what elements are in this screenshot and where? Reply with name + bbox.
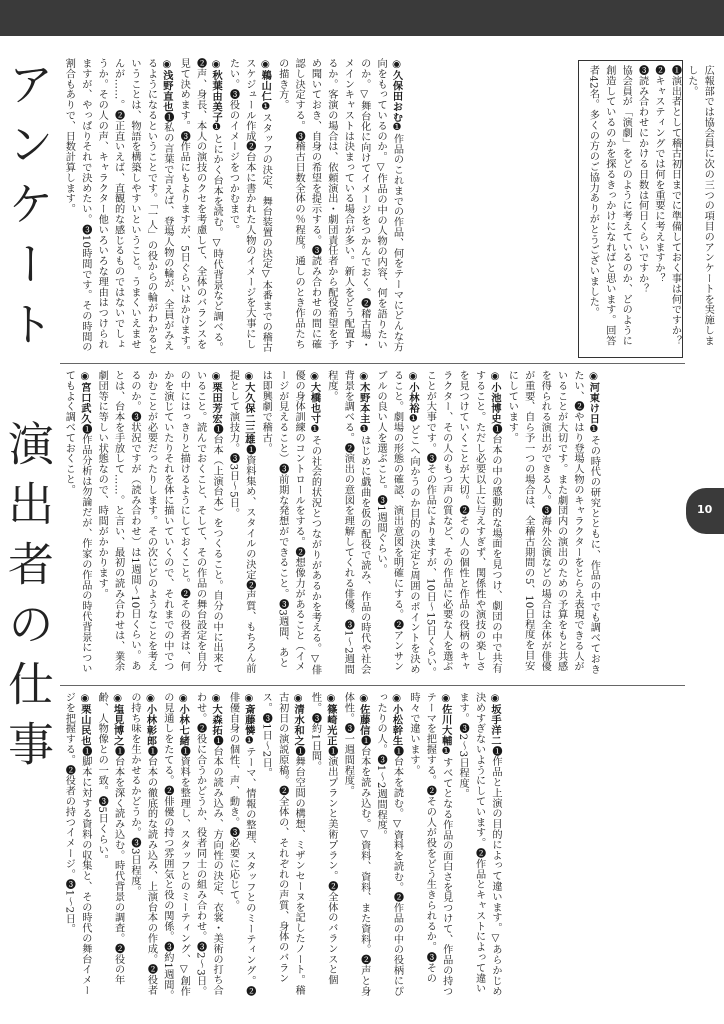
respondent-name: ◉佐藤信: [357, 692, 370, 736]
answer-text: ❶演出プランと美術プラン。❷全体のバランスと個性。❸約1日間。: [309, 692, 337, 986]
answer-entry: [158, 692, 191, 1002]
answers-column-group: [60, 58, 405, 358]
intro-question: ❸読み合わせにかける日数は何日くらいですか？: [636, 65, 648, 294]
answer-entry: [372, 370, 421, 678]
answer-text: ❶台本を読む。▽資料を読む。❷作品の中の役柄にぴったりの人。❸1〜2週間程度。: [375, 692, 403, 997]
answer-entry: [372, 692, 405, 1002]
respondent-name: ◉小林彰郎: [144, 692, 157, 746]
answer-text: ❶舞台空間の構想、ミザンセーヌを記したノート。稽古初日の演説原稿。❷全体の、それぞれの声質、身体のバランス。❸1日〜2日。: [260, 692, 305, 996]
respondent-name: ◉篠崎光正: [324, 692, 337, 746]
answer-entry: [93, 370, 224, 678]
answer-text: ❶台本を読み込む。▽資料、資料、また資料。❷声と身体性。❸一週間程度。: [342, 692, 370, 997]
answers-column-group: [60, 370, 601, 678]
answer-entry: [60, 58, 175, 358]
answer-text: ❶台本を深く読み込む。時代背景の調査。❷役の年齢、人物像との一致。❸5日くらい。: [96, 692, 124, 986]
intro-question: ❷キャスティングでは何を重要に考えますか？: [653, 65, 665, 284]
row-divider: [60, 363, 685, 364]
answer-text: ❶台本（上演台本）をつくること。自分の中に出来ていること。読んでおくこと、そして、その作品の舞台設定を自分の中にはっきりと描けるようにしておくこと。❷その役者は、何かを演じていたりそれを体に描いていくので、それまでの中でつかむことが必要だったりします。その次にどのようなことを考えるのか。❸状況ですが（読み合わせ）は1週間〜10日くらい。あとは、台本を手放して……。と言い、最初の読み合わせは、業余劇団等に等しい状態なので、時間がかかります。: [96, 370, 223, 674]
answers-block-row1: [60, 58, 570, 358]
page-number: 10: [697, 503, 713, 516]
answer-entry: [224, 692, 257, 1002]
answer-entry: [224, 58, 273, 358]
respondent-name: ◉栗山民也: [78, 692, 91, 746]
answer-text: ❶その社会的状況とつながりがあるかを考える。▽俳優の身体訓練のコントロールをする。❷想像力があること（イメージが見えること）❸前期な発想ができること。❸3週間、あとは即興劇で稽古。: [260, 370, 321, 676]
answer-entry: [339, 692, 372, 1002]
respondent-name: ◉大久保二三雄: [242, 370, 255, 445]
intro-question: ❶演出者として稽古初日までに準備しておく事は何ですか？: [669, 65, 681, 346]
answer-text: ❶スタッフの決定、舞台装置の決定▽本番までの稽古スケジュール作成❷台本に書かれた人物のイメージを大事にしたい。❸役のイメージをつかむまで。: [227, 58, 272, 353]
answer-text: ❶脚本に対する資料の収集と、その時代の舞台イメージを把握する。❷役者の持つイメージ。❸1〜2日。: [63, 692, 91, 996]
answer-text: ❶台本の読み込み、方向性の決定、衣裳・美術の打ち合わせ。❷役に合うかどうか、役者同士の組み合わせ。❸2〜3日。: [194, 692, 223, 997]
respondent-name: ◉塩見博之: [111, 692, 124, 746]
answer-text: ❶とにかく台本を読む。▽時代背景など調べる。❷声、身長、本人の演技のクセを考慮して、全体のバランスを見て決めます。❸作品にもよりますが、5日ぐらいはかけます。: [178, 58, 223, 356]
respondent-name: ◉栗田芳宏: [210, 370, 223, 424]
respondent-name: ◉坂手洋二: [488, 692, 501, 746]
respondent-name: ◉小林七緒: [177, 692, 190, 746]
answers-block-row3: [60, 692, 685, 1002]
answer-entry: [191, 692, 224, 1002]
answer-entry: [60, 692, 93, 1002]
respondent-name: ◉木野本主: [357, 370, 370, 424]
answers-column-group: [60, 692, 503, 1002]
answers-block-row2: [60, 370, 685, 678]
respondent-name: ◉浅野直也: [160, 58, 173, 112]
answer-text: ❶資料集め、スタイルの決定❷声質、もちろん前提として演技力。❸3日〜5日。: [227, 370, 255, 674]
answer-entry: [323, 370, 372, 678]
respondent-name: ◉大橋也寸: [308, 370, 321, 424]
intro-lead: 広報部では協会員に次の三つの項目のアンケートを実施しました。: [685, 65, 714, 346]
answer-entry: [257, 692, 306, 1002]
answer-entry: [93, 692, 126, 1002]
respondent-name: ◉佐川大輔: [439, 692, 452, 746]
answer-entry: [454, 692, 503, 1002]
respondent-name: ◉小松幹生: [390, 692, 403, 746]
answer-entry: [224, 370, 257, 678]
respondent-name: ◉久保田おむ: [390, 58, 403, 123]
answer-text: ❶私の言葉で言えば、登場人物の輪が、全員がみえるようになるということです。「一人」の役からの輪がわかるということは、物語を構築しやすいということ。うまくいえませんが……。❷正直いえば、直観的な感じるものではないでしょうか。その人の声、キャラクター他いろいろな理由はつけられますが、やっぱりそれで決めたい。❸10時間です。その時間の割合もありで、日数計算します。: [63, 58, 173, 355]
answer-text: ❶作品と上演の目的によって違います。▽あらかじめ決めすぎないようにしています。❷作品とキャストによって違います。❸2〜3日程度。: [457, 692, 501, 997]
respondent-name: ◉斎藤憐: [242, 692, 255, 736]
respondent-name: ◉小池博史: [488, 370, 501, 424]
answer-entry: [421, 370, 503, 678]
respondent-name: ◉河東け日: [587, 370, 600, 424]
answer-entry: [126, 692, 159, 1002]
respondent-name: ◉清水和之: [292, 692, 305, 746]
respondent-name: ◉宮口武久: [78, 370, 91, 424]
answer-entry: [175, 58, 224, 358]
intro-text: [584, 65, 715, 353]
respondent-name: ◉秋葉由美子: [210, 58, 223, 123]
answer-text: ❶その時代の研究とともに、作品の中でも調べておきたい、❷やはり登場人物のキャラクターをとらえ表現できる人がいることが大切です。また劇団内の演出のための予算をもと共感を得られる演出ができる人。❸海外公演などの場合は全体が俳優が重要、自ら予一つの場合は、全稽古期間の5、10日程度を目安にしています。: [506, 370, 600, 675]
page-title: アンケート 演出者の仕事: [1, 60, 55, 780]
answer-text: ❶作品分析は勿論だが、作家の作品の時代背景についてもよく調べておくこと。: [63, 370, 91, 674]
intro-box: [578, 60, 714, 358]
answer-entry: [273, 58, 404, 358]
answer-entry: [306, 692, 339, 1002]
header-bar: [0, 0, 724, 36]
answer-text: ❶すべてとなる作品の面白さを見つけて、作品の持つテーマを把握する。❷その人が役をどう生きられるか。❸その時々で違います。: [407, 692, 452, 997]
answer-text: ❶はじめに戯曲を仮の配役で読み、作品の時代や社会背景を調べる。❷演出の意図を理解してくれる俳優。❸1〜2週間程度。: [325, 370, 370, 675]
intro-closing: 協会員が「演劇」をどのように考えているのか、どのように創造しているのかを探るきっかけになればと思います。回答者42名。多くの方のご協力ありがとうございました。: [587, 65, 632, 346]
respondent-name: ◉鵜山仁: [259, 58, 272, 102]
answer-entry: [405, 692, 454, 1002]
answer-entry: [257, 370, 323, 678]
answer-entry: [60, 370, 93, 678]
answer-text: ❶作品のこれまでの作品、何をテーマにどんな方向をもっているのか。▽作品の中の人物の内容、何を語りたいのか。▽舞台化に向けてイメージをつかんでおく。❷稽古場・メインキャストは決まっている場合が多い。新人をどう配置するか。客演の場合は、依頼演出・劇団責任者から配役希望を予め聞いておき、自身の希望を提示する。❸読み合わせの間に確認し決定する。❸稽古日数全体の％程度。通しのとき作品たちの描き方。: [276, 58, 403, 352]
answer-text: ❶テーマ、情報の整理、スタッフとのミーティング。❷俳優自身の個性、声、動き。❸必要に応じて。: [227, 692, 255, 997]
respondent-name: ◉大森拓: [210, 692, 223, 736]
answer-text: ❶どこへ向かうのか目的の決定と周囲のポイントを決めること。劇場の形態の確認、演出意図を明確にする。❷アンサンブルの良い人を選ぶこと。❸1週間ぐらい。: [375, 370, 419, 675]
answer-entry: [503, 370, 601, 678]
row-divider: [60, 685, 685, 686]
answer-text: ❶資料を整理し、スタッフとのミーティング、▽創作の見通しをたてる。❷俳優の持つ雰囲気と役の関係。❸約1週間。: [161, 692, 190, 1001]
answer-text: ❶台本の徹底的な読み込み、上演台本の作成。❷役者の持ち味を生かせるかどうか。❸3日程度。: [129, 692, 157, 996]
answer-text: ❶台本の中の感動的な場面を見つけ、劇団の中で共有すること。ただし必要以上に与えすぎず、関係性や演技の楽しさを見つけていくことが大切。❷その人の個性と作品の役柄のキャラクター、その人のもつ声の質など、その作品に必要な人を選ぶことが大事です。❸その作品によりますが、10日〜15日くらい。: [424, 370, 501, 678]
respondent-name: ◉小林裕: [406, 370, 419, 414]
